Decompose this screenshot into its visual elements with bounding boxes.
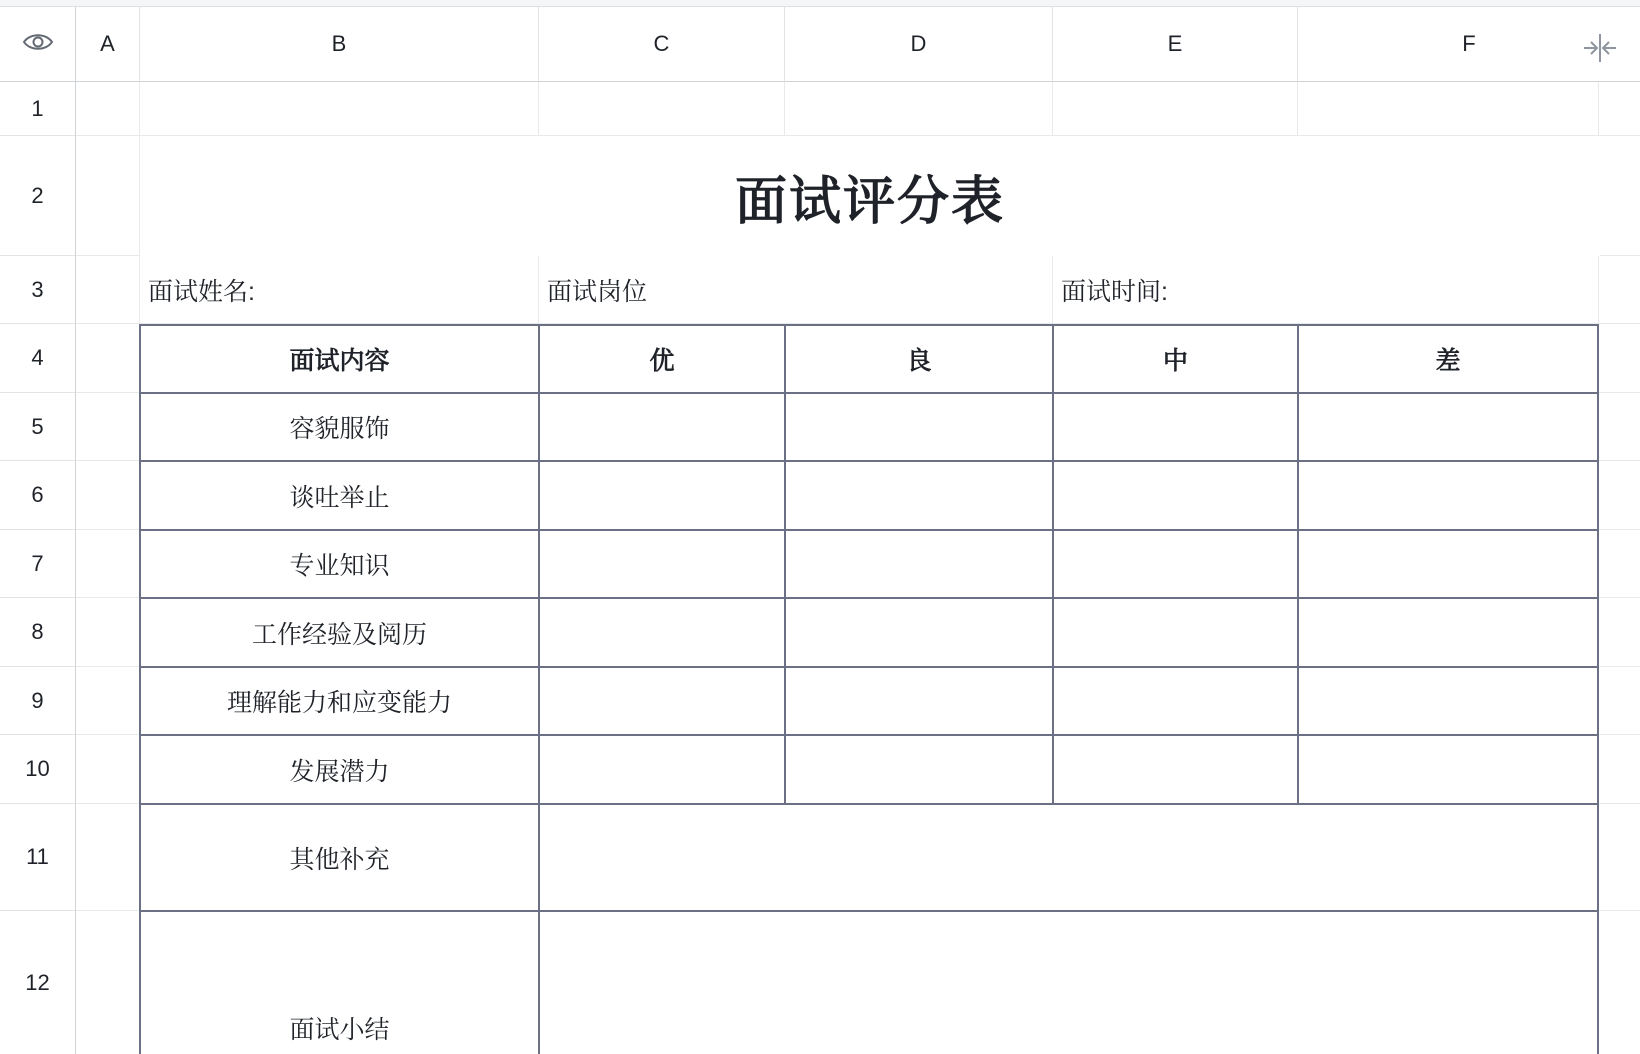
row-header-label: 9 (31, 687, 44, 713)
eye-icon[interactable] (22, 31, 54, 58)
row-header-label: 8 (31, 619, 44, 644)
position-label: 面试岗位 (547, 277, 648, 306)
header-label: 中 (1162, 347, 1188, 375)
row-header-2[interactable] (0, 136, 76, 256)
column-header-e[interactable] (1053, 7, 1298, 82)
name-label: 面试姓名: (148, 277, 255, 306)
time-label: 面试时间: (1061, 277, 1168, 306)
criteria-label: 谈吐举止 (289, 483, 390, 512)
row-header-10[interactable] (0, 735, 76, 804)
other-content-cell[interactable] (540, 805, 1597, 910)
sheet-title: 面试评分表 (734, 172, 1005, 231)
row-header-4[interactable] (0, 324, 76, 393)
header-label: 差 (1435, 347, 1461, 375)
criteria-label: 专业知识 (289, 552, 390, 580)
criteria-label: 发展潜力 (289, 757, 390, 786)
header-label: 面试内容 (289, 347, 390, 375)
row-header-6[interactable] (0, 461, 76, 530)
header-cell-poor[interactable] (1299, 326, 1597, 392)
row-header-3[interactable] (0, 256, 76, 324)
header-label: 优 (649, 347, 675, 375)
row-header-5[interactable] (0, 393, 76, 461)
table-row-label[interactable] (141, 736, 538, 803)
header-cell-average[interactable] (1054, 326, 1297, 392)
table-border (1597, 324, 1599, 1054)
summary-content-cell[interactable] (540, 912, 1597, 1054)
select-all-corner[interactable] (0, 7, 76, 82)
row-header-label: 7 (31, 550, 44, 576)
row-header-label: 1 (31, 95, 44, 121)
column-header-label: C (653, 31, 670, 56)
collapse-columns-button[interactable] (1580, 32, 1620, 68)
collapse-columns-icon (1582, 32, 1618, 69)
gridline (784, 82, 785, 136)
top-toolbar-strip (0, 0, 1640, 7)
row-header-label: 11 (26, 844, 49, 869)
cell-position-label[interactable] (539, 256, 1052, 323)
column-header-label: B (331, 31, 347, 56)
summary-label-cell[interactable] (141, 912, 538, 1054)
header-label: 良 (906, 347, 932, 375)
criteria-label: 理解能力和应变能力 (226, 689, 452, 717)
other-label-cell[interactable] (141, 805, 538, 910)
header-cell-excellent[interactable] (540, 326, 784, 392)
column-header-d[interactable] (785, 7, 1053, 82)
criteria-label: 容貌服饰 (289, 415, 390, 443)
row-header-label: 6 (31, 482, 44, 507)
row-header-11[interactable] (0, 804, 76, 911)
row-header-7[interactable] (0, 530, 76, 598)
header-cell-content[interactable] (141, 326, 538, 392)
row-header-1[interactable] (0, 82, 76, 136)
column-header-b[interactable] (140, 7, 539, 82)
row-header-label: 12 (25, 969, 50, 995)
cell-time-label[interactable] (1053, 256, 1598, 323)
sheet-title-cell[interactable] (140, 136, 1600, 256)
row-header-12[interactable] (0, 911, 76, 1054)
gridline (1297, 82, 1298, 136)
table-row-label[interactable] (141, 531, 538, 597)
summary-label: 面试小结 (289, 1016, 390, 1044)
table-row-label[interactable] (141, 462, 538, 529)
column-header-label: A (100, 31, 115, 56)
row-header-label: 10 (25, 756, 50, 781)
table-row-label[interactable] (141, 668, 538, 734)
table-row-label[interactable] (141, 394, 538, 460)
gridline (538, 82, 539, 136)
column-header-label: E (1167, 31, 1183, 56)
row-header-9[interactable] (0, 667, 76, 735)
column-header-label: F (1462, 31, 1476, 56)
gridline (1052, 82, 1053, 136)
column-header-a[interactable] (76, 7, 140, 82)
criteria-label: 工作经验及阅历 (251, 620, 427, 649)
row-header-label: 5 (31, 413, 44, 439)
row-header-8[interactable] (0, 598, 76, 667)
column-header-c[interactable] (539, 7, 785, 82)
table-row-label[interactable] (141, 599, 538, 666)
cell-name-label[interactable] (140, 256, 538, 323)
row-header-label: 4 (31, 345, 44, 370)
column-header-label: D (910, 31, 927, 56)
row-header-label: 3 (31, 276, 44, 302)
header-cell-good[interactable] (786, 326, 1052, 392)
score-cells-area[interactable] (540, 394, 1597, 803)
other-label: 其他补充 (289, 845, 390, 874)
row-header-label: 2 (31, 182, 44, 208)
